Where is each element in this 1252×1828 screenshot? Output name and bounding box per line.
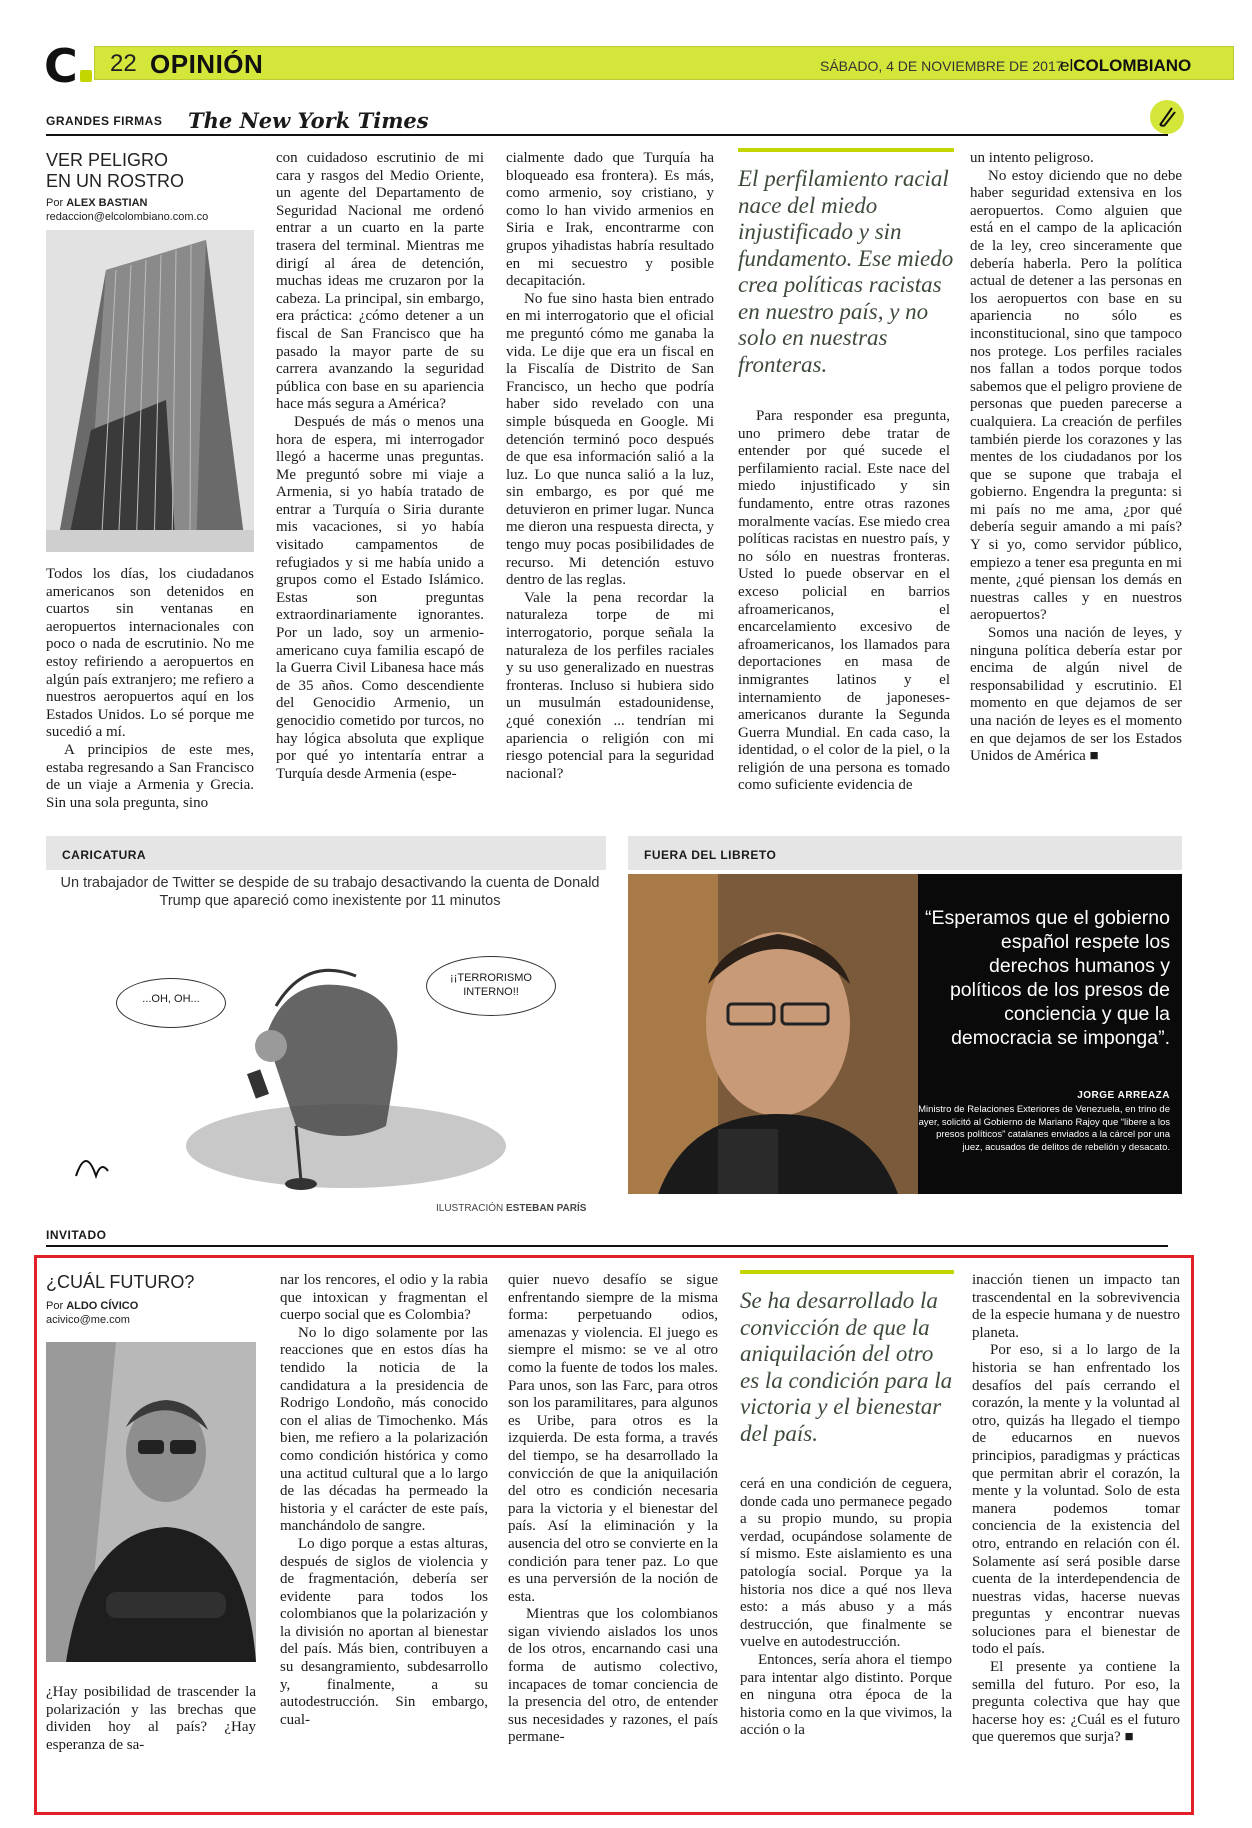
- article-title: [46, 150, 246, 192]
- paragraph: cialmente dado que Turquía ha bloqueado esa frontera). Es más, como armenio, soy cristiano, y como lo han vivido armenios en Siria e Irak, encontrarme con grupos yihadistas habría resultado en mi secuestro y posible decapitación.: [506, 150, 714, 290]
- pullquote-rule: [738, 148, 954, 152]
- cartoon-credit: [436, 1203, 586, 1214]
- page-number: 22: [110, 50, 137, 77]
- paragraph: cerá en una condición de ceguera, donde cada uno permanece pegado a su propio mundo, su propia verdad, ocupándose solamente de sí mismo. Este aislamiento es una patología social. Porque ya la historia nos dice a qué nos lleva esto: a más abuso y a más destrucción, que finalmente se vuelve en autodestrucción.: [740, 1476, 952, 1651]
- brand-name: [1060, 56, 1191, 76]
- grandes-firmas-label: GRANDES FIRMAS: [46, 114, 163, 128]
- byline-prefix: Por: [46, 1300, 64, 1312]
- paragraph: Todos los días, los ciudadanos americanos son detenidos en cuartos sin ventanas en aeropuertos internacionales con poco o nada de escrutinio. No me estoy refiriendo a aeropuertos en algún país extranjero; me refiero a nuestros aeropuertos aquí en los Estados Unidos. Lo sé porque me sucedió a mí.: [46, 566, 254, 741]
- brand-main: COLOMBIANO: [1073, 56, 1192, 75]
- inv-column-5: [972, 1272, 1180, 1747]
- speech-bubble-left: ...OH, OH...: [116, 978, 226, 1028]
- cartoon-illustration: [46, 916, 606, 1198]
- author-email: acivico@me.com: [46, 1314, 130, 1326]
- paragraph: quier nuevo desafío se sigue enfrentando siempre de la misma forma: perpetuando odios, amenazas y violencia. El juego es siempre el mismo: se ve al otro como la fuente de todos los males. Para unos, son las Farc, para otros son los paramilitares, para algunos es Uribe, para otros es la izquierda. De esta forma, a través del tiempo, se ha desarrollado la convicción de que la aniquilación del otro es condición necesaria para la victoria y el bienestar del país. Así la eliminación y la ausencia del otro se convierte en la condición para tener paz. Lo que es una perversión de la noción de esta.: [508, 1272, 718, 1605]
- paragraph: nar los rencores, el odio y la rabia que intoxican y fragmentan el cuerpo social que es Colombia?: [280, 1272, 488, 1324]
- pullquote-rule: [740, 1270, 954, 1274]
- inv-column-3: [508, 1272, 718, 1747]
- brand-prefix: el: [1060, 56, 1074, 75]
- paragraph: A principios de este mes, estaba regresando a San Francisco de un viaje a Armenia y Grecia. Sin una sola pregunta, sino: [46, 741, 254, 811]
- title-line-2: EN UN ROSTRO: [46, 171, 185, 191]
- paragraph: Mientras que los colombianos sigan viviendo aislados los unos de los otros, encarnando casi una forma de autismo colectivo, incapaces de tomar conciencia de la presencia del otro, de entender sus necesidades y razones, el país permane-: [508, 1606, 718, 1746]
- speaker-photo: [628, 874, 918, 1194]
- section-title: OPINIÓN: [150, 49, 264, 79]
- paragraph: No estoy diciendo que no debe haber seguridad extensiva en los aeropuertos. Como alguien que está en el campo de la aplicación de la ley, creo sinceramente que debería haberla. Pero la política actual de detener a las personas en los aeropuertos con base en su apariencia no sólo es inconstitucional, sino que tampoco nos protege. Los perfiles raciales nos fallan a todos porque todos sabemos que el peligro proviene de personas que pueden parecerse a cualquiera. La creación de perfiles también pierde los corazones y las mentes de los ciudadanos por los que se supone que trabaja el gobierno. Engendra la pregunta: si mi país no me ama, ¿por qué debería seguir amando a mi país? Y si yo, como servidor público, empiezo a tener esa pregunta en mi mente, ¿qué piensan los demás en nuestras calles y en nuestros aeropuertos?: [970, 167, 1183, 624]
- fuera-del-libreto-label: FUERA DEL LIBRETO: [628, 836, 1182, 870]
- article-header: [46, 150, 246, 224]
- nyt-wordmark: The New York Times: [188, 108, 429, 133]
- pen-icon: [1150, 100, 1184, 134]
- byline-prefix: Por: [46, 197, 64, 209]
- paragraph: Lo digo porque a estas alturas, después de siglos de violencia y de fragmentación, debería ser evidente para todos los colombianos que la polarización y la división no aportan al bienestar del país. Más bien, contribuyen a su desangramiento, subdesarrollo y, finalmente, a su autodestrucción. Sin embargo, cual-: [280, 1535, 488, 1728]
- inv-column-4: [740, 1476, 952, 1740]
- paragraph: Entonces, sería ahora el tiempo para intentar algo distinto. Porque en ninguna otra época de la historia como en la que vivimos, la acción o la: [740, 1651, 952, 1739]
- byline: [46, 196, 246, 210]
- credit-prefix: ILUSTRACIÓN: [436, 1203, 504, 1214]
- paragraph: El presente ya contiene la semilla del futuro. Por eso, la pregunta colectiva que hay que hacerse hoy es: ¿Cuál es el futuro que queremos que surja? ■: [972, 1659, 1180, 1746]
- section-rule: [46, 1245, 1168, 1247]
- inv-column-2: [280, 1272, 488, 1729]
- inv-column-1: [46, 1684, 256, 1754]
- gf-column-3: [506, 150, 714, 783]
- invitado-article-header: [46, 1272, 256, 1327]
- gf-column-2: [276, 150, 484, 783]
- paragraph: No lo digo solamente por las reacciones que en estos días ha tendido la noticia de la candidatura a la presidencia de Rodrigo Londoño, más conocido con el alias de Timochenko. Más bien, me refiero a la polarización como condición histórica y como una actitud cultural que a lo largo de las décadas ha permeado la historia y el carácter de este país, manchándolo de sangre.: [280, 1324, 488, 1535]
- nyt-building-photo: [46, 230, 254, 552]
- cartoon-caption: Un trabajador de Twitter se despide de su trabajo desactivando la cuenta de Donald Trump que apareció como inexistente por 11 minutos: [60, 875, 600, 909]
- speaker-name: JORGE ARREAZA: [1077, 1090, 1170, 1101]
- paragraph: No fue sino hasta bien entrado en mi interrogatorio que el oficial me preguntó cómo me ganaba la vida. Le dije que era un fiscal en la Fiscalía de Distrito de San Francisco, un hecho que podría haber sido revelado con una simple búsqueda en Google. Mi detención terminó poco después de que esa información salió a la luz. Lo que nunca salió a la luz, sin embargo, es por qué me detuvieron en primer lugar. Nunca me dieron una respuesta directa, y tengo muy pocas posibilidades de recurso. Mi detención estuvo dentro de las reglas.: [506, 290, 714, 589]
- paragraph: Somos una nación de leyes, y ninguna política debería estar por encima de algún nivel de responsabilidad y escrutinio. El momento en que dejamos de ser una nación de leyes es el momento en que dejamos de ser los Estados Unidos de América ■: [970, 625, 1182, 765]
- paragraph: Para responder esa pregunta, uno primero debe tratar de entender por qué sucede el perfilamiento racial. Este nace del miedo injustificado y sin fundamento, entre otras razones moralmente vacías. Ese miedo crea políticas racistas en nuestro país, y no sólo en nuestras fronteras. Usted lo puede observar en el exceso policial en barrios afroamericanos, el encarcelamiento excesivo de afroamericanos, los llamados para deportaciones en masa de inmigrantes latinos y el internamiento de japoneses-americanos durante la Segunda Guerra Mundial. En cada caso, la identidad, o el color de la piel, o la religión de una persona es tomado como suficiente evidencia de: [738, 408, 950, 794]
- paragraph: con cuidadoso escrutinio de mi cara y rasgos del Medio Oriente, un agente del Departamento de Seguridad Nacional me ordenó entrar a un cuarto en la parte trasera del terminal. Mientras me dirigí al área de detención, muchas ideas me cruzaron por la cabeza. La principal, sin embargo, era práctica: ¿cómo detener a un fiscal de San Francisco que ha pasado la mayor parte de su carrera avanzando la seguridad pública con base en su apariencia hace más segura a América?: [276, 150, 484, 413]
- gf-column-4: [738, 408, 950, 795]
- paragraph: Después de más o menos una hora de espera, mi interrogador llegó a hacerme unas preguntas. Me preguntó sobre mi viaje a Armenia, si yo había tratado de entrar a Turquía o Siria durante mis vacaciones, si yo había visitado campamentos de refugiados y si me había unido a grupos como el Estado Islámico. Estas son preguntas extraordinariamente ignorantes. Por un lado, soy un armenio-americano cuya familia escapó de la Guerra Civil Libanesa hace más de 35 años. Como descendiente del Genocidio Armenio, un genocidio cometido por turcos, no hay lógica absoluta que explique por qué yo intentaría entrar a Turquía desde Armenia (espe-: [276, 413, 484, 782]
- invitado-label: INVITADO: [46, 1228, 107, 1242]
- byline: [46, 1299, 256, 1313]
- issue-date: SÁBADO, 4 DE NOVIEMBRE DE 2017: [820, 58, 1064, 74]
- paragraph: ¿Hay posibilidad de trascender la polarización y las brechas que dividen hoy al país? ¿Hay esperanza de sa-: [46, 1684, 256, 1753]
- section-rule: [46, 134, 1168, 136]
- credit-name: ESTEBAN PARÍS: [506, 1203, 587, 1214]
- logo-dot: [80, 70, 92, 82]
- gf-column-1: [46, 566, 254, 812]
- newspaper-logo: C: [44, 39, 78, 93]
- speaker-description: Ministro de Relaciones Exteriores de Venezuela, en trino de ayer, solicitó al Gobierno de Mariano Rajoy que “libere a los presos políticos” catalanes enviados a la cárcel por una juez, acusados de delitos de rebelión y desacato.: [918, 1104, 1170, 1153]
- author-photo: [46, 1342, 256, 1662]
- speaker-quote: “Esperamos que el gobierno español respete los derechos humanos y políticos de los presos de conciencia y que la democracia se imponga”.: [925, 907, 1170, 1049]
- gf-column-5: [970, 150, 1182, 766]
- speech-bubble-right: ¡¡TERRORISMO INTERNO!!: [426, 956, 556, 1016]
- inv-pullquote: Se ha desarrollado la convicción de que la aniquilación del otro es la condición para la victoria y el bienestar del país.: [740, 1288, 953, 1446]
- author-name: ALDO CÍVICO: [66, 1300, 139, 1312]
- paragraph: Por eso, si a lo largo de la historia se han enfrentado los desafíos del país cerrando el corazón, la mente y la voluntad al otro, quizás ha llegado el tiempo de educarnos en nuevos principios, paradigmas y prácticas que permitan abrir el corazón, la mente y la voluntad. Solo de esta manera podemos tomar conciencia de la existencia del otro, entrando en relación con él. Solamente así será posible darse cuenta de la interdependencia de nuestras vidas, hacerse nuevas preguntas y encontrar nuevas soluciones para el bienestar de todo el país.: [972, 1342, 1180, 1658]
- article-title: ¿CUÁL FUTURO?: [46, 1272, 195, 1292]
- author-name: ALEX BASTIAN: [66, 197, 148, 209]
- title-line-1: VER PELIGRO: [46, 150, 169, 170]
- paragraph: Vale la pena recordar la naturaleza torpe de mi interrogatorio, porque señala la naturaleza de los perfiles raciales y su uso generalizado en nuestras fronteras. Incluso si hubiera sido un musulmán estadounidense, ¿qué conexión ... tendrían mi apariencia o religión con mi riesgo potencial para la seguridad nacional?: [506, 589, 714, 782]
- caricatura-label: CARICATURA: [46, 836, 606, 870]
- paragraph: inacción tienen un impacto tan trascendental en la sobrevivencia de la especie humana y de nuestro planeta.: [972, 1272, 1180, 1341]
- paragraph: un intento peligroso.: [970, 150, 1094, 166]
- gf-pullquote: El perfilamiento racial nace del miedo injustificado y sin fundamento. Ese miedo crea políticas racistas en nuestro país, y no solo en nuestras fronteras.: [738, 166, 954, 377]
- author-email: redaccion@elcolombiano.com.co: [46, 211, 209, 223]
